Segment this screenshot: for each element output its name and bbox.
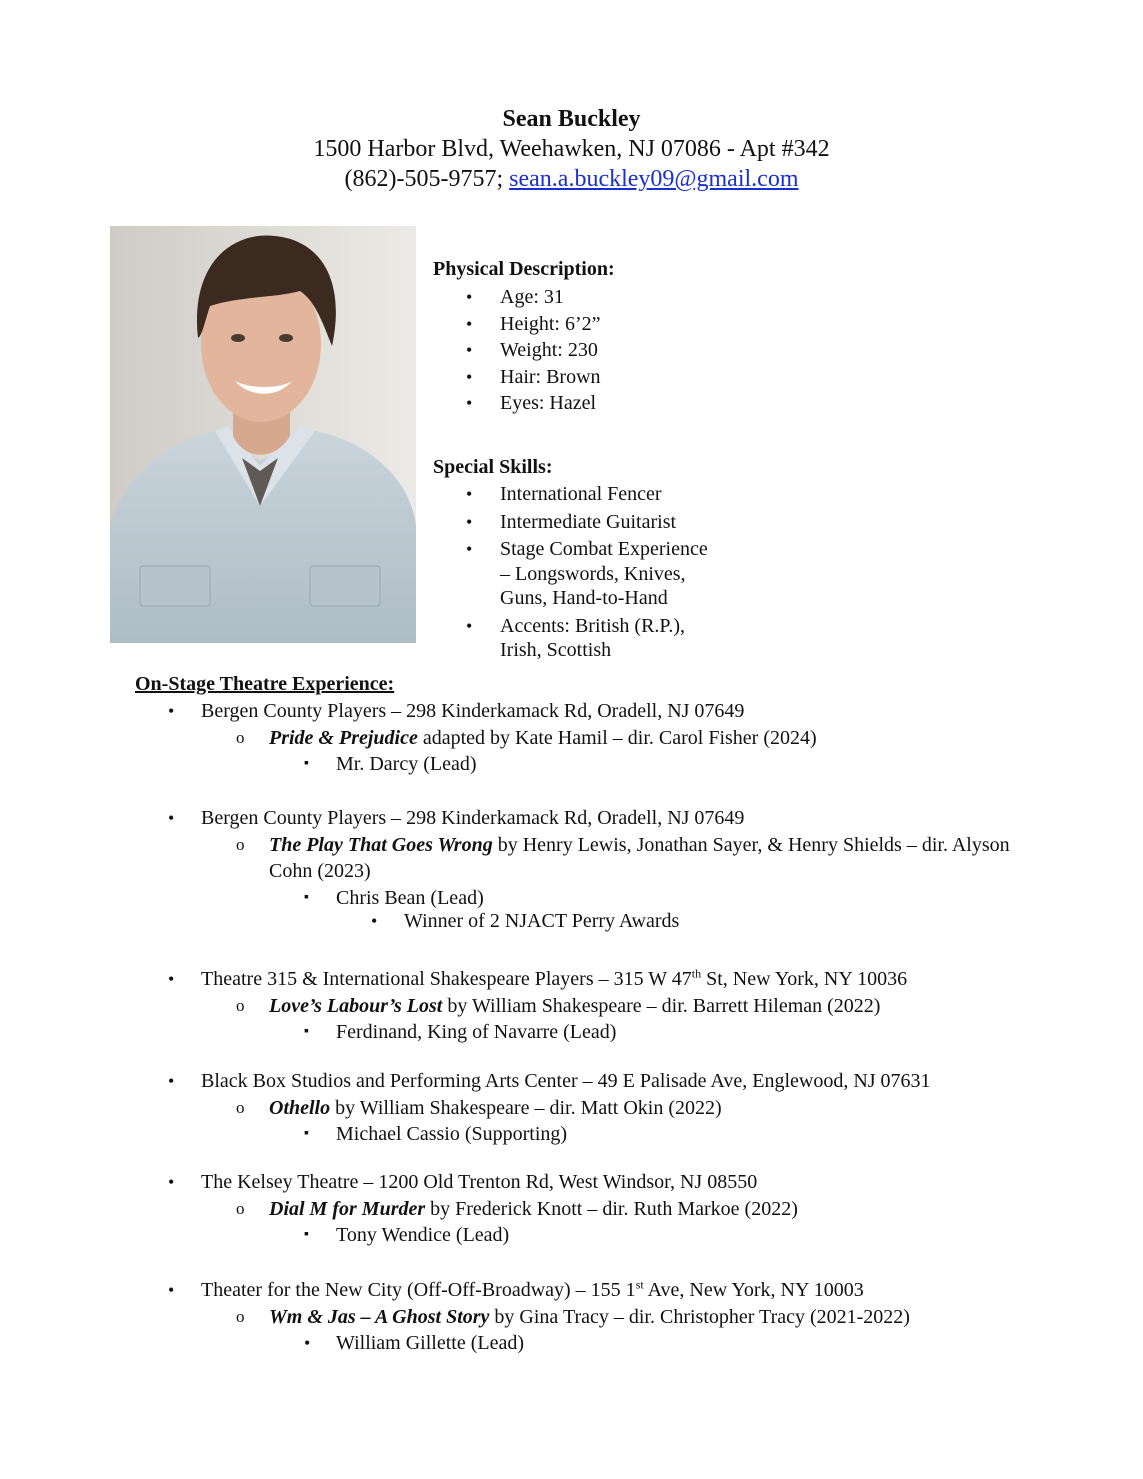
list-item: • Intermediate Guitarist [433, 510, 793, 535]
venue-superscript: th [691, 966, 702, 981]
list-item: • Hair: Brown [433, 364, 615, 391]
award-line: • Winner of 2 NJACT Perry Awards [0, 911, 1143, 931]
production-details: by William Shakespeare – dir. Matt Okin (2022) [330, 1096, 722, 1119]
production-line [0, 1196, 1049, 1223]
role-line: ▪ Mr. Darcy (Lead) [0, 751, 1143, 778]
production-line [0, 725, 1049, 752]
physical-description-heading: Physical Description: [433, 258, 615, 280]
production-details: by William Shakespeare – dir. Barrett Hileman (2022) [442, 994, 881, 1017]
venue-line: • The Kelsey Theatre – 1200 Old Trenton Rd, West Windsor, NJ 08550 [0, 1169, 1143, 1196]
physical-description [433, 256, 615, 417]
experience-entry [0, 1277, 1143, 1357]
venue-text: St, New York, NY 10036 [701, 968, 908, 990]
list-item: • Age: 31 [433, 284, 615, 311]
list-item: • International Fencer [433, 482, 793, 507]
venue-line [0, 966, 1143, 993]
role-line: ▪ Chris Bean (Lead) [0, 885, 1143, 912]
phone: (862)-505-9757; [344, 166, 510, 192]
play-title: The Play That Goes Wrong [269, 833, 493, 856]
experience-entry [0, 1169, 1143, 1249]
role-line: ▪ Ferdinand, King of Navarre (Lead) [0, 1019, 1143, 1046]
special-skills-heading: Special Skills: [433, 456, 553, 478]
venue-line: • Bergen County Players – 298 Kinderkamack Rd, Oradell, NJ 07649 [0, 698, 1143, 725]
role-line: • William Gillette (Lead) [0, 1330, 1143, 1357]
play-title: Dial M for Murder [269, 1197, 426, 1220]
production-line [0, 1304, 1049, 1331]
experience-entry [0, 698, 1143, 778]
address: 1500 Harbor Blvd, Weehawken, NJ 07086 - Apt #342 [313, 136, 830, 162]
production-details: by Gina Tracy – dir. Christopher Tracy (2021-2022) [489, 1305, 910, 1328]
play-title: Love’s Labour’s Lost [269, 994, 443, 1017]
resume-header [0, 104, 1143, 194]
venue-line: • Black Box Studios and Performing Arts Center – 49 E Palisade Ave, Englewood, NJ 07631 [0, 1068, 1143, 1095]
list-item: • Height: 6’2” [433, 311, 615, 338]
venue-superscript: st [635, 1277, 644, 1292]
headshot-photo [110, 226, 416, 643]
play-title: Wm & Jas – A Ghost Story [269, 1305, 490, 1328]
role-line: ▪ Michael Cassio (Supporting) [0, 1121, 1143, 1148]
list-item: • Accents: British (R.P.), Irish, Scottish [433, 614, 720, 663]
venue-line: • Bergen County Players – 298 Kinderkamack Rd, Oradell, NJ 07649 [0, 805, 1143, 832]
experience-heading: On-Stage Theatre Experience: [135, 673, 395, 695]
experience-entry [0, 966, 1143, 1046]
venue-text: Ave, New York, NY 10003 [643, 1279, 864, 1301]
experience-entry [0, 1068, 1143, 1148]
list-item: • Weight: 230 [433, 337, 615, 364]
venue-text: Theatre 315 & International Shakespeare Players – 315 W 47 [201, 968, 692, 990]
venue-line [0, 1277, 1143, 1304]
email-link[interactable]: sean.a.buckley09@gmail.com [509, 166, 799, 192]
experience-entry [0, 805, 1143, 931]
production-details: adapted by Kate Hamil – dir. Carol Fisher (2024) [417, 726, 817, 749]
list-item: • Stage Combat Experience – Longswords, Knives, Guns, Hand-to-Hand [433, 537, 720, 611]
production-details: by Frederick Knott – dir. Ruth Markoe (2022) [425, 1197, 798, 1220]
play-title: Pride & Prejudice [269, 726, 418, 749]
production-details: by Henry Lewis, Jonathan Sayer, & Henry Shields – dir. Alyson Cohn (2023) [269, 833, 1010, 882]
actor-name: Sean Buckley [502, 106, 641, 132]
play-title: Othello [269, 1096, 331, 1119]
production-line [0, 993, 1049, 1020]
venue-text: Theater for the New City (Off-Off-Broadway) – 155 1 [201, 1279, 636, 1301]
contact-line [0, 164, 1143, 194]
production-line [0, 832, 1049, 885]
role-line: ▪ Tony Wendice (Lead) [0, 1222, 1143, 1249]
special-skills [433, 454, 793, 666]
production-line [0, 1095, 1049, 1122]
list-item: • Eyes: Hazel [433, 390, 615, 417]
